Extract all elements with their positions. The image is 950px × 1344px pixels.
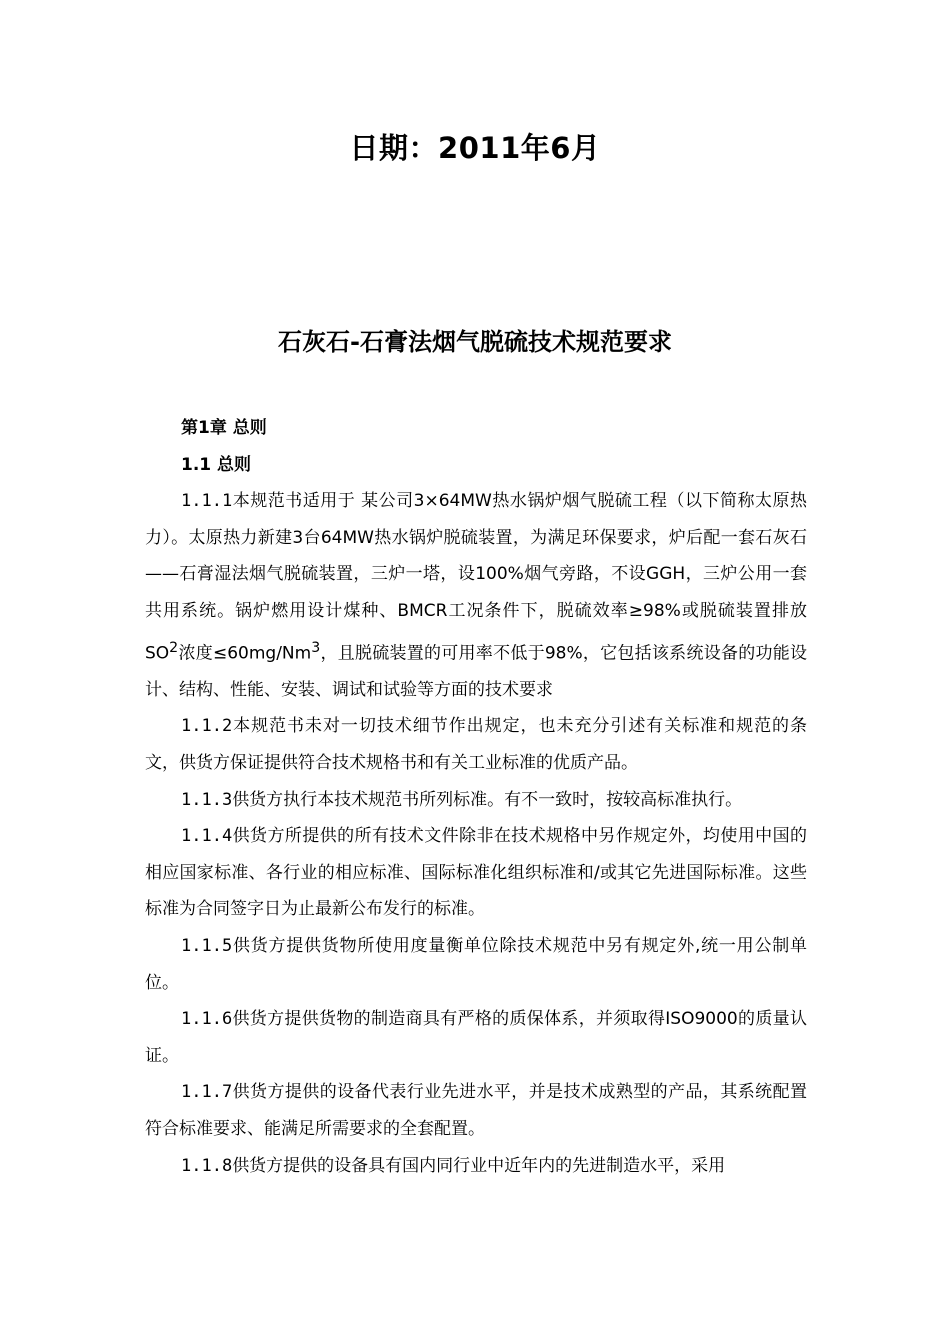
clause-text: 供货方执行本技术规范书所列标准。有不一致时，按较高标准执行。 [232,789,743,810]
clause-text: 供货方提供货物的制造商具有严格的质保体系，并须取得ISO9000的质量认证。 [145,1009,807,1066]
document-title: 石灰石-石膏法烟气脱硫技术规范要求 [278,328,672,356]
section-heading: 1.1 总则 [181,454,252,475]
clause-number: 1.1.1 [181,491,233,512]
clause-number: 1.1.4 [181,826,233,847]
clause-text: ，且脱硫装置的可用率不低于98%，它包括该系统设备的功能设计、结构、性能、安装、调试和试验等方面的技术要求 [145,643,807,700]
paragraph-1-1-6 [145,1001,807,1074]
paragraph-1-1-8 [145,1148,807,1185]
clause-text: 供货方提供货物所使用度量衡单位除技术规范中另有规定外,统一用公制单位。 [145,935,807,993]
clause-number: 1.1.5 [181,935,233,956]
clause-text: 供货方提供的设备代表行业先进水平，并是技术成熟型的产品，其系统配置符合标准要求、能满足所需要求的全套配置。 [145,1082,807,1139]
document-date: 日期：2011年6月 [349,131,601,165]
document-body [145,410,807,1184]
clause-superscript: 3 [311,639,321,656]
paragraph-1-1-7 [145,1074,807,1147]
clause-number: 1.1.7 [181,1082,233,1103]
clause-text: 供货方所提供的所有技术文件除非在技术规格中另作规定外，均使用中国的相应国家标准、各行业的相应标准、国际标准化组织标准和/或其它先进国际标准。这些标准为合同签字日为止最新公布发行的标准。 [145,826,807,920]
clause-text: 供货方提供的设备具有国内同行业中近年内的先进制造水平，采用 [232,1155,726,1176]
clause-subscript: 2 [169,639,179,656]
paragraph-1-1-3 [145,782,807,819]
clause-number: 1.1.3 [181,789,233,810]
clause-number: 1.1.8 [181,1155,233,1176]
clause-text: 浓度≤60mg/Nm [178,643,312,664]
paragraph-1-1-2 [145,708,807,781]
clause-text: 本规范书未对一切技术细节作出规定，也未充分引述有关标准和规范的条文，供货方保证提供符合技术规格书和有关工业标准的优质产品。 [145,716,807,773]
paragraph-1-1-4 [145,818,807,928]
paragraph-1-1-1 [145,483,807,708]
clause-number: 1.1.6 [181,1009,233,1030]
paragraph-1-1-5 [145,928,807,1001]
chapter-heading: 第1章 总则 [181,418,267,438]
clause-number: 1.1.2 [181,716,233,737]
clause-text: 本规范书适用于 某公司3×64MW热水锅炉烟气脱硫工程（以下简称太原热力）。太原热力新建3台64MW热水锅炉脱硫装置，为满足环保要求，炉后配一套石灰石——石膏湿法烟气脱硫装置，三炉一塔，设100%烟气旁路，不设GGH，三炉公用一套共用系统。锅炉燃用设计煤种、BMCR工况条件下，脱硫效率≥98%或脱硫装置排放SO [145,491,807,664]
